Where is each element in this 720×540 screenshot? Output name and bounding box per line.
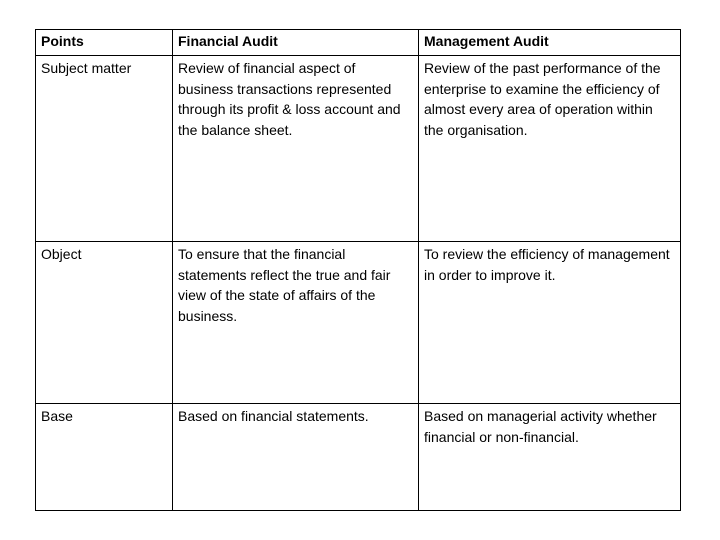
cell-point: Subject matter xyxy=(36,56,173,242)
comparison-table xyxy=(35,29,681,511)
header-financial-audit: Financial Audit xyxy=(173,30,419,56)
table-row xyxy=(36,56,681,242)
table-header-row xyxy=(36,30,681,56)
cell-financial: Review of financial aspect of business transactions represented through its profit & loss account and the balance sheet. xyxy=(173,56,419,242)
cell-management: To review the efficiency of management in order to improve it. xyxy=(419,242,681,404)
cell-management: Review of the past performance of the enterprise to examine the efficiency of almost every area of operation within the organisation. xyxy=(419,56,681,242)
cell-point: Object xyxy=(36,242,173,404)
header-management-audit: Management Audit xyxy=(419,30,681,56)
cell-management: Based on managerial activity whether financial or non-financial. xyxy=(419,404,681,511)
cell-point: Base xyxy=(36,404,173,511)
cell-financial: To ensure that the financial statements reflect the true and fair view of the state of affairs of the business. xyxy=(173,242,419,404)
header-points: Points xyxy=(36,30,173,56)
cell-financial: Based on financial statements. xyxy=(173,404,419,511)
table-row xyxy=(36,404,681,511)
table-row xyxy=(36,242,681,404)
